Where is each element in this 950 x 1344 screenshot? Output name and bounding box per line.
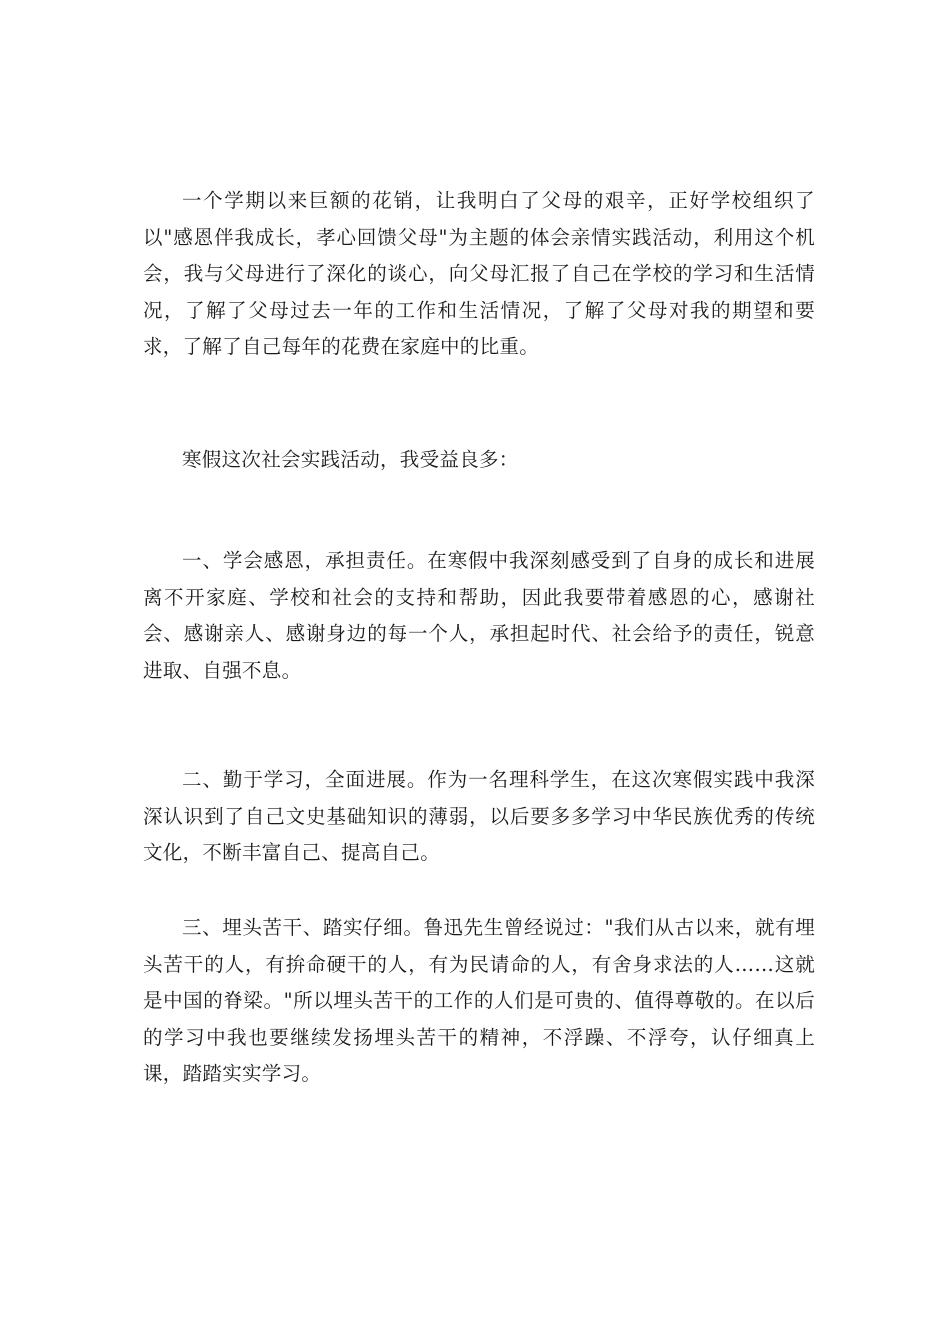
paragraph-parents-conversation: 一个学期以来巨额的花销，让我明白了父母的艰辛，正好学校组织了以"感恩伴我成长，孝心回馈父母"为主题的体会亲情实践活动，利用这个机会，我与父母进行了深化的谈心，向父母汇报了自己在学校的学习和生活情况，了解了父母过去一年的工作和生活情况，了解了父母对我的期望和要求，了解了自己每年的花费在家庭中的比重。 xyxy=(143,189,815,358)
paragraph-gratitude: 一、学会感恩，承担责任。在寒假中我深刻感受到了自身的成长和进展离不开家庭、学校和社会的支持和帮助，因此我要带着感恩的心，感谢社会、感谢亲人、感谢身边的每一个人，承担起时代、社会给予的责任，锐意进取、自强不息。 xyxy=(143,549,815,682)
paragraph-diligent-study: 二、勤于学习，全面进展。作为一名理科学生，在这次寒假实践中我深深认识到了自己文史基础知识的薄弱，以后要多多学习中华民族优秀的传统文化，不断丰富自己、提高自己。 xyxy=(143,768,815,864)
paragraph-hard-work: 三、埋头苦干、踏实仔细。鲁迅先生曾经说过："我们从古以来，就有埋头苦干的人，有拚命硬干的人，有为民请命的人，有舍身求法的人……这就是中国的脊梁。"所以埋头苦干的工作的人们是可贵的、值得尊敬的。在以后的学习中我也要继续发扬埋头苦干的精神，不浮躁、不浮夸，认仔细真上课，踏踏实实学习。 xyxy=(143,916,815,1085)
paragraph-intro-gains: 寒假这次社会实践活动，我受益良多： xyxy=(182,448,519,471)
